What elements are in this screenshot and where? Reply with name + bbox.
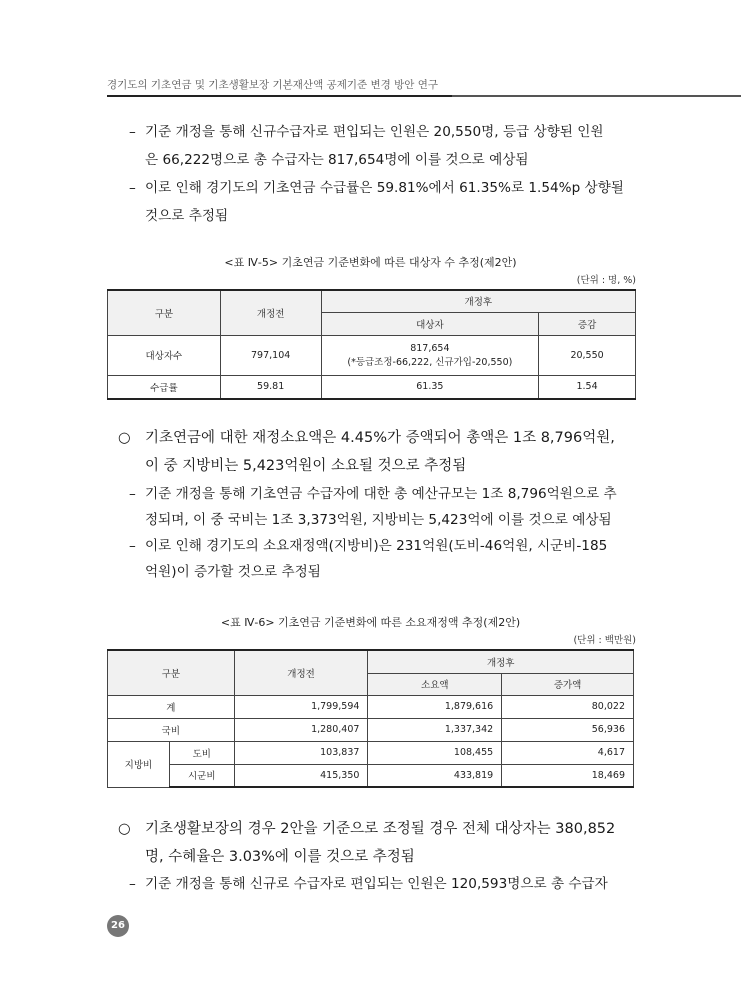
paragraph-line: 기초연금에 대한 재정소요액은 4.45%가 증액되어 총액은 1조 8,796억원, bbox=[145, 430, 615, 446]
dash-marker: – bbox=[129, 486, 136, 502]
header-rule bbox=[107, 95, 452, 97]
table-row bbox=[108, 695, 634, 718]
table-5-unit: (단위 : 명, %) bbox=[576, 275, 636, 286]
cell-before: 1,280,407 bbox=[234, 718, 368, 741]
paragraph-line: 것으로 추정됨 bbox=[145, 208, 229, 224]
row-label: 국비 bbox=[108, 718, 235, 741]
table-header-after: 개정후 bbox=[321, 290, 635, 312]
paragraph-line: 이 중 지방비는 5,423억원이 소요될 것으로 추정됨 bbox=[145, 458, 467, 474]
dash-marker: – bbox=[129, 538, 136, 554]
table-row bbox=[108, 718, 634, 741]
row-label: 계 bbox=[108, 695, 235, 718]
cell-target-value: 817,654 bbox=[410, 342, 450, 354]
paragraph-line: 이로 인해 경기도의 소요재정액(지방비)은 231억원(도비-46억원, 시군비-185 bbox=[145, 538, 608, 554]
row-label: 시군비 bbox=[169, 764, 234, 787]
circle-bullet: ○ bbox=[118, 821, 131, 837]
table-5 bbox=[107, 289, 636, 400]
table-6-caption: <표 Ⅳ-6> 기초연금 기준변화에 따른 소요재정액 추정(제2안) bbox=[220, 616, 521, 629]
page-number-badge: 26 bbox=[107, 915, 129, 937]
table-6 bbox=[107, 649, 634, 788]
cell-required: 108,455 bbox=[368, 741, 502, 764]
table-header-target: 대상자 bbox=[321, 312, 539, 335]
running-header bbox=[107, 73, 741, 97]
paragraph-line: 명, 수혜율은 3.03%에 이를 것으로 추정됨 bbox=[145, 849, 415, 865]
cell-required: 1,337,342 bbox=[368, 718, 502, 741]
table-row bbox=[108, 375, 636, 399]
cell-increase: 18,469 bbox=[502, 764, 634, 787]
cell-required: 433,819 bbox=[368, 764, 502, 787]
table-row bbox=[108, 335, 636, 375]
paragraph-line: 기준 개정을 통해 기초연금 수급자에 대한 총 예산규모는 1조 8,796억원으로 추 bbox=[145, 486, 617, 502]
paragraph-line: 억원)이 증가할 것으로 추정됨 bbox=[145, 564, 321, 580]
table-5-caption: <표 Ⅳ-5> 기초연금 기준변화에 따른 대상자 수 추정(제2안) bbox=[224, 256, 517, 269]
cell-target-note: (*등급조정-66,222, 신규가입-20,550) bbox=[347, 356, 513, 368]
cell-before: 415,350 bbox=[234, 764, 368, 787]
paragraph-line: 기준 개정을 통해 신규수급자로 편입되는 인원은 20,550명, 등급 상향된 인원 bbox=[145, 124, 604, 140]
row-label: 수급률 bbox=[108, 375, 221, 399]
cell-before: 1,799,594 bbox=[234, 695, 368, 718]
table-header-category: 구분 bbox=[108, 290, 221, 335]
table-6-unit: (단위 : 백만원) bbox=[573, 635, 636, 646]
table-header-after: 개정후 bbox=[368, 650, 634, 673]
paragraph-line: 기초생활보장의 경우 2안을 기준으로 조정될 경우 전체 대상자는 380,852 bbox=[145, 821, 616, 837]
row-label: 도비 bbox=[169, 741, 234, 764]
running-title: 경기도의 기초연금 및 기초생활보장 기본재산액 공제기준 변경 방안 연구 bbox=[107, 79, 438, 91]
circle-bullet: ○ bbox=[118, 430, 131, 446]
dash-marker: – bbox=[129, 124, 136, 140]
cell-target bbox=[321, 335, 539, 375]
table-header-increase: 증가액 bbox=[502, 673, 634, 695]
paragraph-line: 은 66,222명으로 총 수급자는 817,654명에 이를 것으로 예상됨 bbox=[145, 152, 529, 168]
cell-increase: 4,617 bbox=[502, 741, 634, 764]
cell-increase: 56,936 bbox=[502, 718, 634, 741]
cell-before: 103,837 bbox=[234, 741, 368, 764]
table-row bbox=[108, 764, 634, 787]
cell-required: 1,879,616 bbox=[368, 695, 502, 718]
paragraph-line: 기준 개정을 통해 신규로 수급자로 편입되는 인원은 120,593명으로 총 수급자 bbox=[145, 876, 608, 892]
dash-marker: – bbox=[129, 876, 136, 892]
cell-change: 1.54 bbox=[539, 375, 636, 399]
row-label: 대상자수 bbox=[108, 335, 221, 375]
cell-before: 59.81 bbox=[220, 375, 321, 399]
table-header-required: 소요액 bbox=[368, 673, 502, 695]
table-header-category: 구분 bbox=[108, 650, 235, 695]
paragraph-line: 이로 인해 경기도의 기초연금 수급률은 59.81%에서 61.35%로 1.54%p 상향될 bbox=[145, 180, 624, 196]
cell-increase: 80,022 bbox=[502, 695, 634, 718]
cell-target: 61.35 bbox=[321, 375, 539, 399]
table-header-before: 개정전 bbox=[220, 290, 321, 335]
table-header-change: 증감 bbox=[539, 312, 636, 335]
dash-marker: – bbox=[129, 180, 136, 196]
cell-change: 20,550 bbox=[539, 335, 636, 375]
table-row bbox=[108, 741, 634, 764]
cell-before: 797,104 bbox=[220, 335, 321, 375]
paragraph-line: 정되며, 이 중 국비는 1조 3,373억원, 지방비는 5,423억에 이를 것으로 예상됨 bbox=[145, 512, 612, 528]
row-group-label: 지방비 bbox=[108, 741, 170, 787]
table-header-before: 개정전 bbox=[234, 650, 368, 695]
